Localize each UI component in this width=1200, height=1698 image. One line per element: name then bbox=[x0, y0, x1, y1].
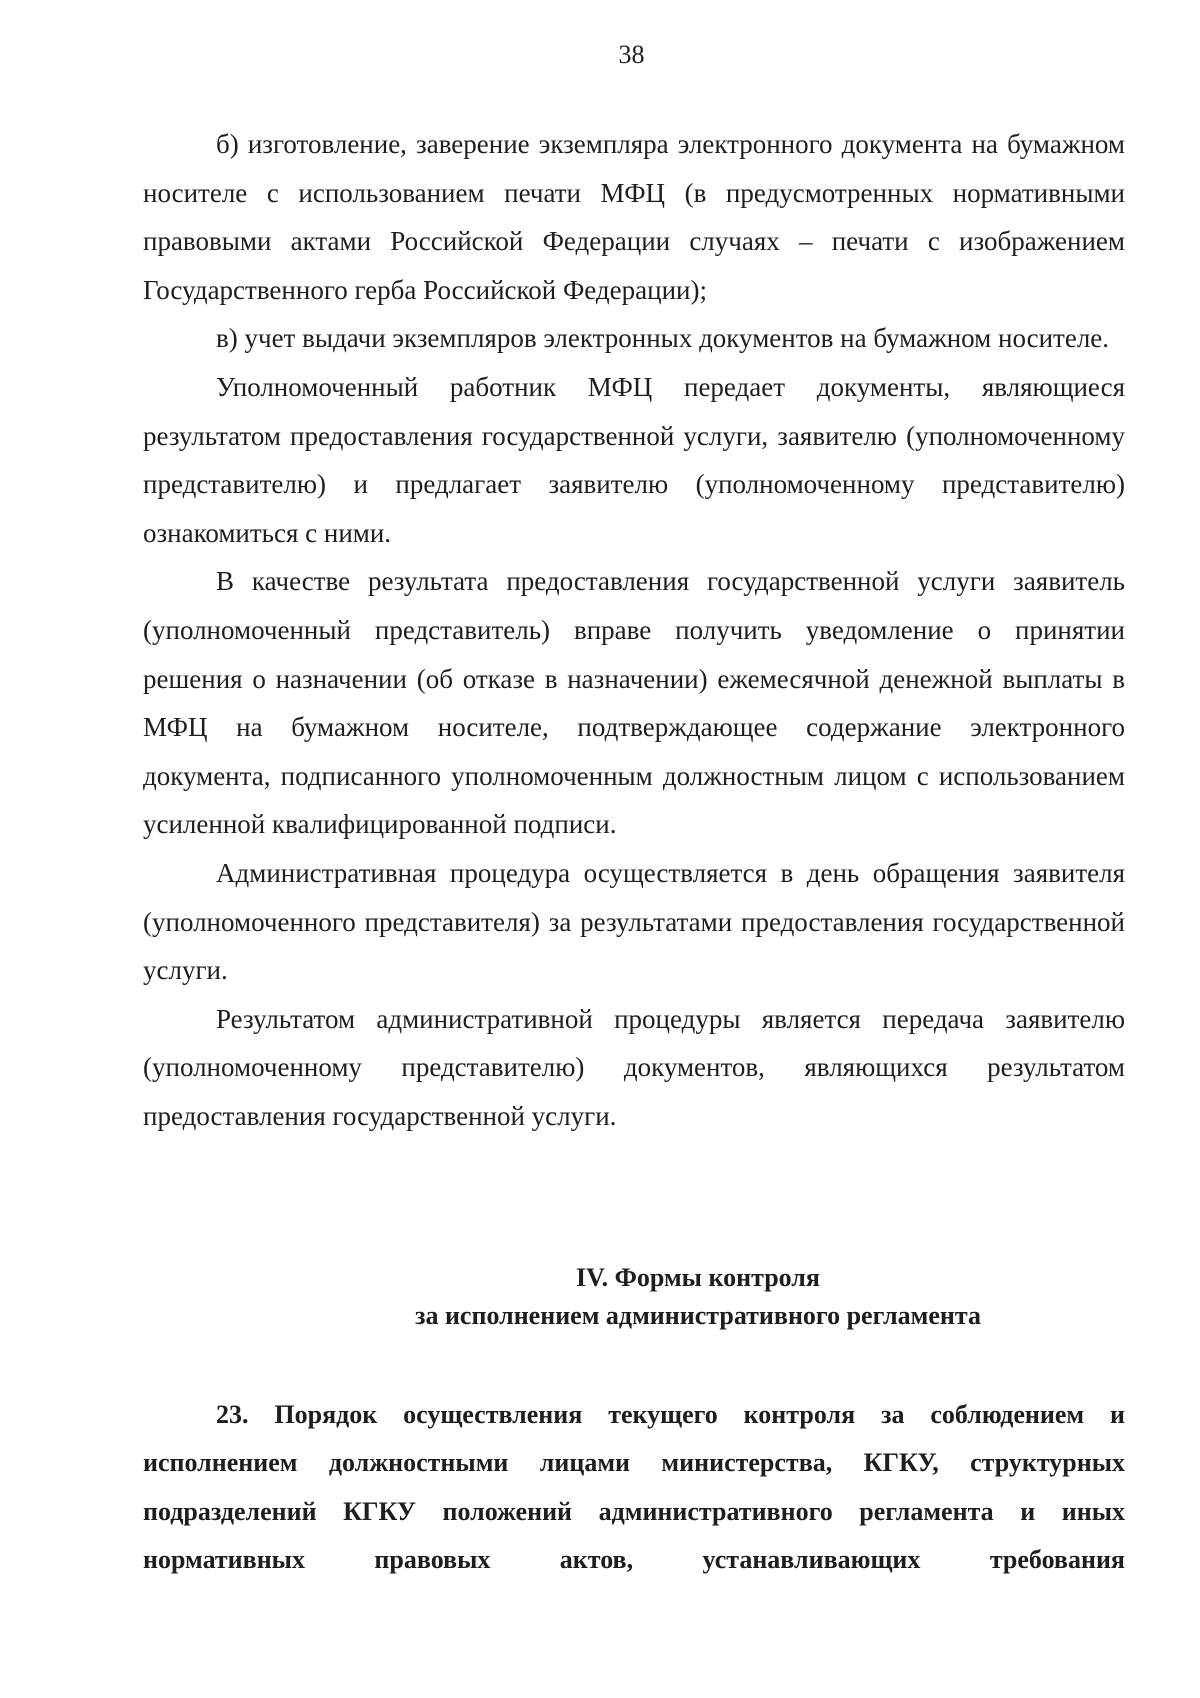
paragraph-production-copy: б) изготовление, заверение экземпляра электронного документа на бумажном носителе с использованием печати МФЦ (в предусмотренных нормативными правовыми актами Российской Федерации случаях – печати с изображением Государственного герба Российской Федерации); bbox=[143, 129, 1125, 305]
subsection-heading: 23. Порядок осуществления текущего контроля за соблюдением и исполнением должностными лицами министерства, КГКУ, структурных подразделений КГКУ положений административного регламента и иных нормативных правовых актов, устанавливающих требования bbox=[143, 1400, 1125, 1574]
paragraph-notification: В качестве результата предоставления государственной услуги заявитель (уполномоченный представитель) вправе получить уведомление о принятии решения о назначении (об отказе в назначении) ежемесячной денежной выплаты в МФЦ на бумажном носителе, подтверждающее содержание электронного документа, подписанного уполномоченным должностным лицом с использованием усиленной квалифицированной подписи. bbox=[143, 566, 1125, 840]
paragraph-documents-transfer: Уполномоченный работник МФЦ передает документы, являющиеся результатом предоставления государственной услуги, заявителю (уполномоченному представителю) и предлагает заявителю (уполномоченному представителю) ознакомиться с ними. bbox=[143, 371, 1125, 548]
body-text bbox=[143, 120, 1125, 1140]
page-number: 38 bbox=[618, 40, 645, 69]
section-title-line2: за исполнением административного регламента bbox=[415, 1301, 981, 1330]
section-title bbox=[143, 1259, 1200, 1335]
paragraph-procedure-timing: Административная процедура осуществляется в день обращения заявителя (уполномоченного представителя) за результатами предоставления государственной услуги. bbox=[143, 857, 1125, 986]
paragraph-issue-accounting: в) учет выдачи экземпляров электронных документов на бумажном носителе. bbox=[216, 323, 1110, 354]
paragraph-procedure-result: Результатом административной процедуры является передача заявителю (уполномоченному представителю) документов, являющихся результатом предоставления государственной услуги. bbox=[143, 1003, 1125, 1131]
section-title-line1: IV. Формы контроля bbox=[576, 1263, 820, 1292]
